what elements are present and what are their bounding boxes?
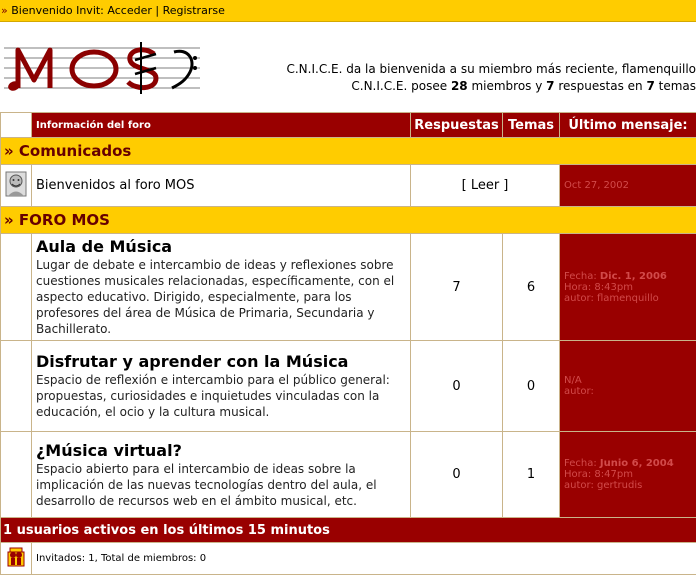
category-title[interactable]: FORO MOS [18, 211, 110, 229]
forum-table [0, 112, 696, 575]
category-row [1, 138, 696, 165]
separator: | [151, 4, 163, 17]
read-button[interactable]: [ Leer ] [411, 165, 560, 207]
last-post: N/A autor: [560, 341, 696, 432]
arrow-icon: » [1, 4, 8, 17]
greeting-text: Bienvenido Invit: [7, 4, 108, 17]
welcome-message [286, 61, 696, 95]
forum-description: Espacio abierto para el intercambio de ideas sobre la implicación de las nuevas tecnologías dentro del aula, el desarrollo de recursos web en el ámbito musical, etc. [36, 461, 377, 508]
header-info: Información del foro [32, 113, 411, 138]
topics-cell: 6 [503, 234, 560, 341]
forum-description: Lugar de debate e intercambio de ideas y reflexiones sobre cuestiones musicales relacionadas, específicamente, con el aspecto educativo. Dirigido, especialmente, para los profesores del área de Música de Primaria, Secundaria y Bachillerato. [36, 258, 395, 336]
forum-row [1, 432, 696, 518]
forum-title[interactable]: Disfrutar y aprender con la Música [36, 352, 349, 371]
header [0, 22, 696, 112]
arrow-icon: » [4, 211, 19, 229]
replies-cell: 7 [411, 234, 503, 341]
stats-row [1, 543, 696, 575]
login-link[interactable]: Acceder [107, 4, 152, 17]
mos-logo[interactable] [4, 38, 200, 94]
table-header [1, 113, 696, 138]
welcome-line-1: C.N.I.C.E. da la bienvenida a su miembro más reciente, flamenquillo [286, 62, 696, 76]
replies-cell: 0 [411, 341, 503, 432]
active-users-text: 1 usuarios activos en los últimos 15 minutos [1, 518, 696, 543]
header-topics: Temas [503, 113, 560, 138]
forum-title[interactable]: Bienvenidos al foro MOS [32, 165, 411, 207]
header-replies: Respuestas [411, 113, 503, 138]
last-post: Fecha: Dic. 1, 2006 Hora: 8:43pm autor: flamenquillo [560, 234, 696, 341]
forum-description: Espacio de reflexión e intercambio para el público general: propuestas, curiosidades e inquietudes vinculadas con la educación, el ocio y la cultura musical. [36, 373, 390, 419]
register-link[interactable]: Registrarse [162, 4, 225, 17]
last-post: Fecha: Junio 6, 2004 Hora: 8:47pm autor: gertrudis [560, 432, 696, 518]
members-count: 28 [450, 79, 468, 93]
category-row [1, 207, 696, 234]
active-users-bar [1, 518, 696, 543]
forum-title[interactable]: ¿Música virtual? [36, 440, 182, 460]
topics-count: 7 [646, 79, 655, 93]
arrow-icon: » [4, 142, 19, 160]
stats-text: Invitados: 1, Total de miembros: 0 [32, 543, 696, 575]
forum-row [1, 234, 696, 341]
category-title[interactable]: Comunicados [18, 142, 132, 160]
top-bar [0, 0, 696, 22]
forum-row [1, 165, 696, 207]
forum-title[interactable]: Aula de Música [36, 237, 173, 256]
last-post-date: Oct 27, 2002 [560, 165, 696, 207]
announcement-icon [1, 165, 32, 207]
forum-row [1, 341, 696, 432]
replies-cell: 0 [411, 432, 503, 518]
topics-cell: 0 [503, 341, 560, 432]
users-icon [1, 543, 32, 575]
welcome-line-2: C.N.I.C.E. posee 28 miembros y 7 respuestas en 7 temas [351, 79, 696, 93]
replies-count: 7 [546, 79, 555, 93]
topics-cell: 1 [503, 432, 560, 518]
header-last-post: Último mensaje: [560, 113, 696, 138]
